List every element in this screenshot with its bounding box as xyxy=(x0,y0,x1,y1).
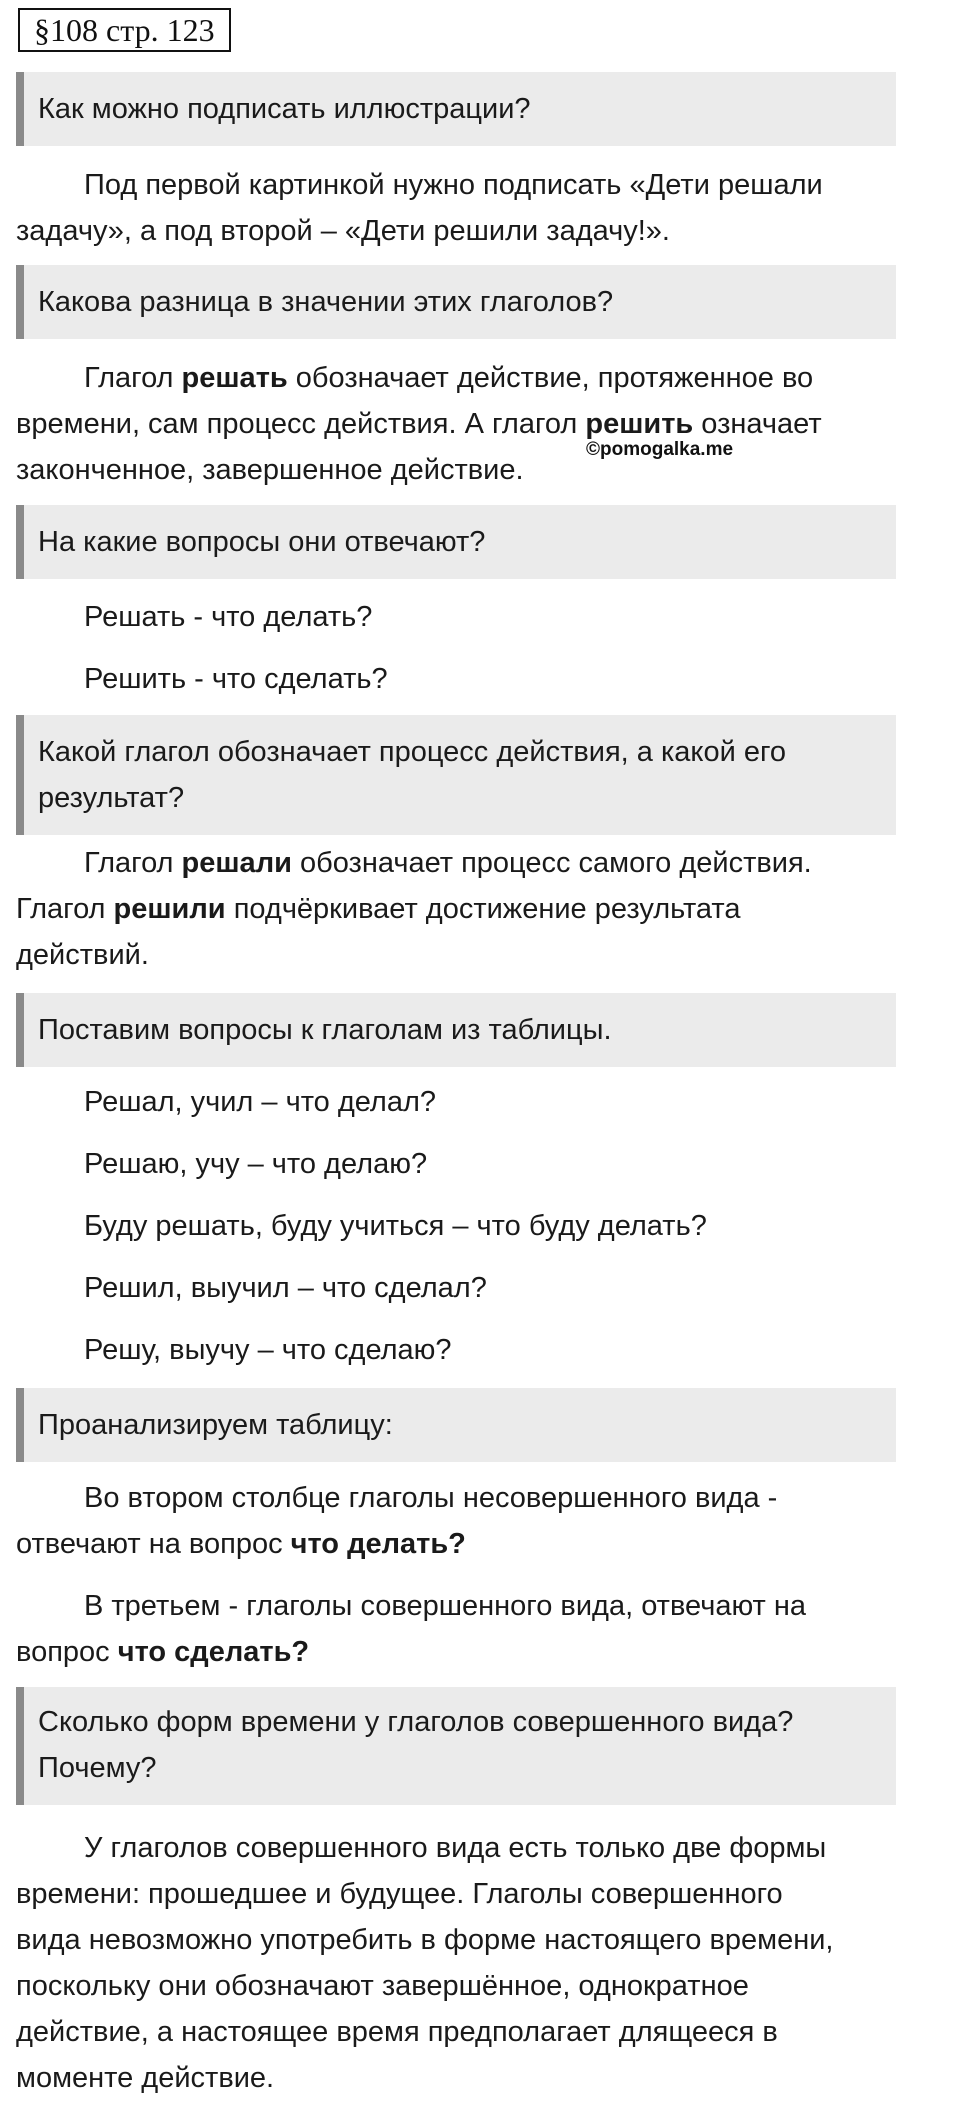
bold-verb: решали xyxy=(181,847,292,879)
list-item: Решал, учил – что делал? xyxy=(84,1086,437,1118)
answer-line: задачу», а под второй – «Дети решили задачу!». xyxy=(16,215,670,247)
question-bar-meaning-difference xyxy=(16,265,896,339)
answer-tense-forms xyxy=(16,1825,916,2101)
text-fragment: Глагол xyxy=(16,893,114,925)
question-bar-illustrations xyxy=(16,72,896,146)
list-item: Решил, выучил – что сделал? xyxy=(84,1272,487,1304)
question-text: Почему? xyxy=(38,1752,157,1784)
text-fragment: вопрос xyxy=(16,1636,118,1668)
answer-illustrations xyxy=(16,162,916,254)
text-fragment: Во втором столбце глаголы несовершенного вида - xyxy=(84,1482,778,1514)
answer-analyze-table-p2 xyxy=(16,1583,916,1675)
question-bar-questions xyxy=(16,505,896,579)
bold-question: что сделать? xyxy=(117,1636,310,1668)
list-item: Решаю, учу – что делаю? xyxy=(84,1148,428,1180)
question-bar-table-questions xyxy=(16,993,896,1067)
question-bar-tense-forms xyxy=(16,1687,896,1805)
text-fragment: Глагол xyxy=(84,362,182,394)
answer-process-result xyxy=(16,840,916,978)
watermark: ©pomogalka.me xyxy=(586,439,734,460)
question-text: результат? xyxy=(38,782,185,814)
text-fragment: В третьем - глаголы совершенного вида, отвечают на xyxy=(84,1590,807,1622)
question-text: Поставим вопросы к глаголам из таблицы. xyxy=(38,1014,612,1046)
text-fragment: Глагол xyxy=(84,847,182,879)
question-text: Какой глагол обозначает процесс действия, а какой его xyxy=(38,736,787,768)
bold-verb: решать xyxy=(181,362,288,394)
text-fragment: обозначает действие, протяженное во xyxy=(287,362,814,394)
text-fragment: законченное, завершенное действие. xyxy=(16,454,524,486)
answer-analyze-table-p1 xyxy=(16,1475,916,1567)
text-fragment: времени, сам процесс действия. А глагол xyxy=(16,408,586,440)
question-text: Сколько форм времени у глаголов совершенного вида? xyxy=(38,1706,794,1738)
answer-line: вида невозможно употребить в форме настоящего времени, xyxy=(16,1924,834,1956)
list-item: Решу, выучу – что сделаю? xyxy=(84,1334,452,1366)
text-fragment: отвечают на вопрос xyxy=(16,1528,291,1560)
section-page-label: §108 стр. 123 xyxy=(18,8,231,52)
bold-verb: решили xyxy=(113,893,226,925)
answer-line: У глаголов совершенного вида есть только две формы xyxy=(84,1832,827,1864)
answer-meaning-difference xyxy=(16,355,916,493)
text-fragment: обозначает процесс самого действия. xyxy=(291,847,812,879)
answer-line: времени: прошедшее и будущее. Глаголы совершенного xyxy=(16,1878,783,1910)
question-text: Проанализируем таблицу: xyxy=(38,1409,393,1441)
text-fragment: подчёркивает достижение результата xyxy=(225,893,741,925)
answer-line: действие, а настоящее время предполагает длящееся в xyxy=(16,2016,778,2048)
bold-verb: решить xyxy=(585,408,694,440)
list-item: Решить - что сделать? xyxy=(84,663,388,695)
answer-line: Под первой картинкой нужно подписать «Дети решали xyxy=(84,169,823,201)
question-bar-process-result xyxy=(16,715,896,835)
question-bar-analyze-table xyxy=(16,1388,896,1462)
question-text: На какие вопросы они отвечают? xyxy=(38,526,486,558)
answer-line: моменте действие. xyxy=(16,2062,275,2094)
answer-line: поскольку они обозначают завершённое, однократное xyxy=(16,1970,749,2002)
text-fragment: действий. xyxy=(16,939,149,971)
bold-question: что делать? xyxy=(290,1528,466,1560)
question-text: Какова разница в значении этих глаголов? xyxy=(38,286,614,318)
text-fragment: означает xyxy=(693,408,822,440)
list-item: Решать - что делать? xyxy=(84,601,373,633)
list-item: Буду решать, буду учиться – что буду делать? xyxy=(84,1210,707,1242)
question-text: Как можно подписать иллюстрации? xyxy=(38,93,531,125)
